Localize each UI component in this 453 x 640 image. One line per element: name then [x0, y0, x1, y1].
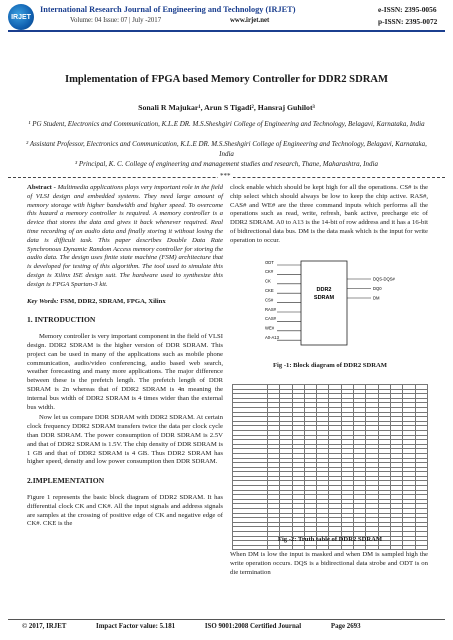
input-pin-label: CKE: [265, 288, 274, 293]
truth-table: [232, 384, 428, 550]
table-cell: [292, 545, 304, 550]
affiliation-2: ² Assistant Professor, Electronics and Communication, K.L.E DR. M.S.Sheshgiri College of Engineering and Technology, Belagavi, Karnataka, India: [26, 140, 427, 158]
table-cell: [280, 545, 292, 550]
input-pin-label: CS#: [265, 297, 274, 303]
separator-stars: ***: [220, 172, 231, 180]
input-pin-label: A0-A13: [265, 335, 279, 340]
input-pin-label: WE#: [265, 325, 275, 331]
input-pin-label: ODT: [265, 259, 274, 265]
paper-authors: Sonali R Majukar¹, Arun S Tigadi², Hansraj Guhilot³: [138, 103, 315, 112]
p-issn: p-ISSN: 2395-0072: [378, 17, 438, 26]
footer: [22, 623, 442, 630]
table-cell: [354, 545, 366, 550]
input-pin-label: RAS#: [265, 306, 276, 312]
ddr2-block: [301, 261, 347, 345]
journal-title: International Research Journal of Engineering and Technology (IRJET): [40, 5, 296, 14]
paper-title: Implementation of FPGA based Memory Controller for DDR2 SDRAM: [64, 74, 389, 85]
affiliation-1: ¹ PG Student, Electronics and Communication, K.L.E DR. M.S.Sheshgiri College of Engineering and Technology, Belagavi, Karnataka, India: [28, 120, 425, 128]
right-paragraph-2: When DM is low the input is masked and when DM is sampled high the write operation occurs. DQS is a bidirectional data strobe and ODT is on die termination: [230, 551, 428, 576]
header-rule: [8, 30, 445, 32]
fig1-caption: Fig -1: Block diagram of DDR2 SDRAM: [273, 362, 387, 369]
table-cell: [415, 545, 427, 550]
volume-issue: Volume: 04 Issue: 07 | July -2017: [70, 17, 162, 24]
output-lines: [347, 277, 396, 301]
footer-page: Page 2693: [330, 623, 361, 630]
implementation-heading: 2.IMPLEMENTATION: [27, 476, 105, 486]
right-paragraph-1: clock enable which should be kept high for all the operations. CS# is the chip select which should always be low to keep the chip active. RAS#, CAS# and WE# are the three command inputs which performs all the operations such as read, write, refresh, bank active, precharge etc of DDR2 SDRAM. A0 to A13 is the 14-bit of row address and it has a 16-bit of bidirectional data bus. DM is the data mask which is the input for write operation to occur.: [230, 184, 429, 244]
irjet-logo: IRJET: [8, 4, 34, 30]
table-cell: [317, 545, 329, 550]
abstract-label: Abstract -: [27, 184, 56, 191]
block-label-2: SDRAM: [313, 295, 335, 301]
affiliation-3: ³ Principal, K. C. College of engineering and management studies and research, Thane, Maharashtra, India: [75, 160, 378, 168]
input-lines: [265, 260, 301, 340]
table-row: [233, 545, 428, 550]
table-cell: [329, 545, 341, 550]
block-diagram-svg: [263, 246, 413, 356]
output-pin-label: DM: [373, 295, 380, 301]
footer-impact: Impact Factor value: 5.181: [96, 623, 176, 630]
table-cell: [378, 545, 390, 550]
fig2-caption: Fig -2: Truth table of DDR2 SDRAM: [277, 536, 383, 543]
input-pin-label: CAS#: [265, 316, 276, 322]
table-cell: [233, 545, 268, 550]
table-cell: [268, 545, 280, 550]
footer-iso: ISO 9001:2008 Certified Journal: [204, 623, 302, 630]
intro-paragraph-1: Memory controller is very important component in the field of VLSI design. DDR2 SDRAM is the higher version of DDR SDRAM. This project can be used in many of the applications such as mobile phone communication, audio/video conferencing, audio based web search, weather forecasting and many more applications. The major difference between these is the prefetch length. The prefetch length of DDR SDRAM is 2n whereas that of DDR2 SDRAM is 4n meaning the internal bus width of DDR2 SDRAM is 4 times wider than the external bus width.: [27, 333, 223, 411]
block-diagram: [263, 246, 413, 356]
block-label-1: DDR2: [316, 287, 332, 293]
table-cell: [366, 545, 378, 550]
journal-website[interactable]: www.irjet.net: [230, 17, 270, 24]
implementation-paragraph-1: Figure 1 represents the basic block diagram of DDR2 SDRAM. It has differential clock CK and CK#. All the input signals and address signals are samples at the crossing of positive edge of CK and negative edge of CK#. CKE is the: [27, 493, 223, 528]
table-cell: [304, 545, 316, 550]
table-cell: [341, 545, 353, 550]
e-issn: e-ISSN: 2395-0056: [378, 5, 437, 14]
table-cell: [390, 545, 402, 550]
intro-heading: 1. INTRODUCTION: [27, 315, 96, 325]
keywords: FSM, DDR2, SDRAM, FPGA, Xilinx: [60, 297, 166, 305]
input-pin-label: CK: [265, 278, 271, 284]
abstract: [27, 184, 223, 529]
output-pin-label: DQS-DQS#: [373, 276, 395, 282]
footer-copyright: © 2017, IRJET: [22, 623, 67, 630]
truth-table-grid: [232, 384, 428, 550]
footer-rule: [8, 619, 445, 620]
intro-paragraph-2: Now let us compare DDR SDRAM with DDR2 SDRAM. At certain clock frequency DDR2 SDRAM transfers twice the data per clock cycle than DDR SDRAM. The power consumption of DDR SDRAM is 2.5V and that of DDR2 SDRAM is 1.5V. The chip density of DDR SDRAM is 1 GB and that of DDR2 SDRAM is 4 GB. Thus DDR2 SDRAM has higher speed, density and low power consumption then DDR SDRAM.: [27, 414, 223, 466]
input-pin-label: CK#: [265, 269, 274, 275]
keywords-label: Key Words:: [27, 297, 59, 305]
abstract-text: Multimedia applications plays very important role in the field of VLSI design and embedded systems. They need large amount of memory storage with higher bandwidth and higher speed. To overcome this hazard a memory controller is required. A memory controller is a device that stores the data and gives it back whenever required. Real time recording of an audio data and finally storing it without losing the data is difficult task. This paper describes Double Data Rate Synchronous Dynamic Random Access memory controller for storing the audio data. The design uses finite state machine (FSM) architecture that is developed for testing of this algorithm. The tool used to simulate this design is Xilinx ISE design suit. The hardware used to synthesize this design is FPGA Spartan-3 kit.: [27, 184, 223, 288]
table-cell: [403, 545, 415, 550]
output-pin-label: DQ0: [373, 286, 382, 291]
